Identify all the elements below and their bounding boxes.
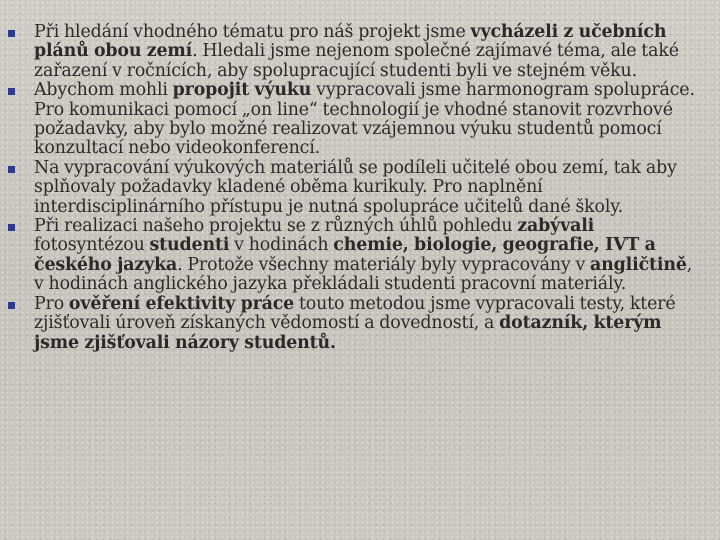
square-bullet-icon	[8, 302, 15, 309]
bullet-item-4	[0, 217, 720, 295]
bullet-list	[0, 23, 720, 353]
text-segment: Při realizaci našeho projektu se z různých úhlů pohledu	[34, 216, 518, 237]
bold-text-segment: studenti	[149, 235, 230, 256]
bullet-text	[34, 295, 696, 353]
bullet-text	[34, 23, 696, 81]
bullet-item-5	[0, 295, 720, 353]
square-bullet-icon	[8, 88, 15, 95]
square-bullet-icon	[8, 166, 15, 173]
text-segment: touto metodou jsme vypracovali testy, které zjišťovali úroveň získaných vědomostí a dovedností, a	[34, 293, 676, 334]
bold-text-segment: vycházeli z učebních plánů obou zemí	[34, 22, 667, 62]
text-segment: v hodinách	[229, 235, 334, 256]
slide-content	[0, 23, 720, 353]
square-bullet-icon	[8, 30, 15, 37]
bullet-text	[34, 217, 696, 295]
text-segment: Pro	[34, 293, 69, 314]
text-segment: . Protože všechny materiály byly vypracovány v	[177, 254, 591, 275]
text-segment: , v hodinách anglického jazyka překládali studenti pracovní materiály.	[34, 254, 693, 295]
bullet-text	[34, 159, 696, 217]
bold-text-segment: zabývali	[517, 216, 595, 237]
text-segment: Na vypracování výukových materiálů se podíleli učitelé obou zemí, tak aby splňovaly požadavky kladené oběma kurikuly. Pro naplnění interdisciplinárního přístupu je nutná spolupráce učitelů dané školy.	[34, 157, 677, 217]
bullet-text	[34, 81, 696, 159]
bold-text-segment: ověření efektivity práce	[68, 293, 295, 314]
bullet-item-2	[0, 81, 720, 159]
text-segment: vypracovali jsme harmonogram spolupráce. Pro komunikaci pomocí „on line“ technologií je vhodné stanovit rozvrhové požadavky, aby bylo možné realizovat vzájemnou výuku studentů pomocí konzultací nebo videokonferencí.	[34, 80, 695, 159]
bullet-item-1	[0, 23, 720, 81]
bold-text-segment: propojit výuku	[172, 80, 312, 101]
text-segment: . Hledali jsme nejenom společné zajímavé téma, ale také zařazení v ročnících, aby spolupracující studenti byli ve stejném věku.	[34, 41, 679, 81]
text-segment: Abychom mohli	[34, 80, 173, 101]
bold-text-segment: dotazník, kterým jsme zjišťovali názory studentů.	[34, 313, 662, 353]
bullet-item-3	[0, 159, 720, 217]
square-bullet-icon	[8, 224, 15, 231]
bold-text-segment: angličtině	[590, 254, 687, 275]
bold-text-segment: chemie, biologie, geografie, IVT a českého jazyka	[34, 235, 656, 275]
text-segment: Při hledání vhodného tématu pro náš projekt jsme	[34, 22, 471, 42]
text-segment: fotosyntézou	[34, 235, 150, 256]
